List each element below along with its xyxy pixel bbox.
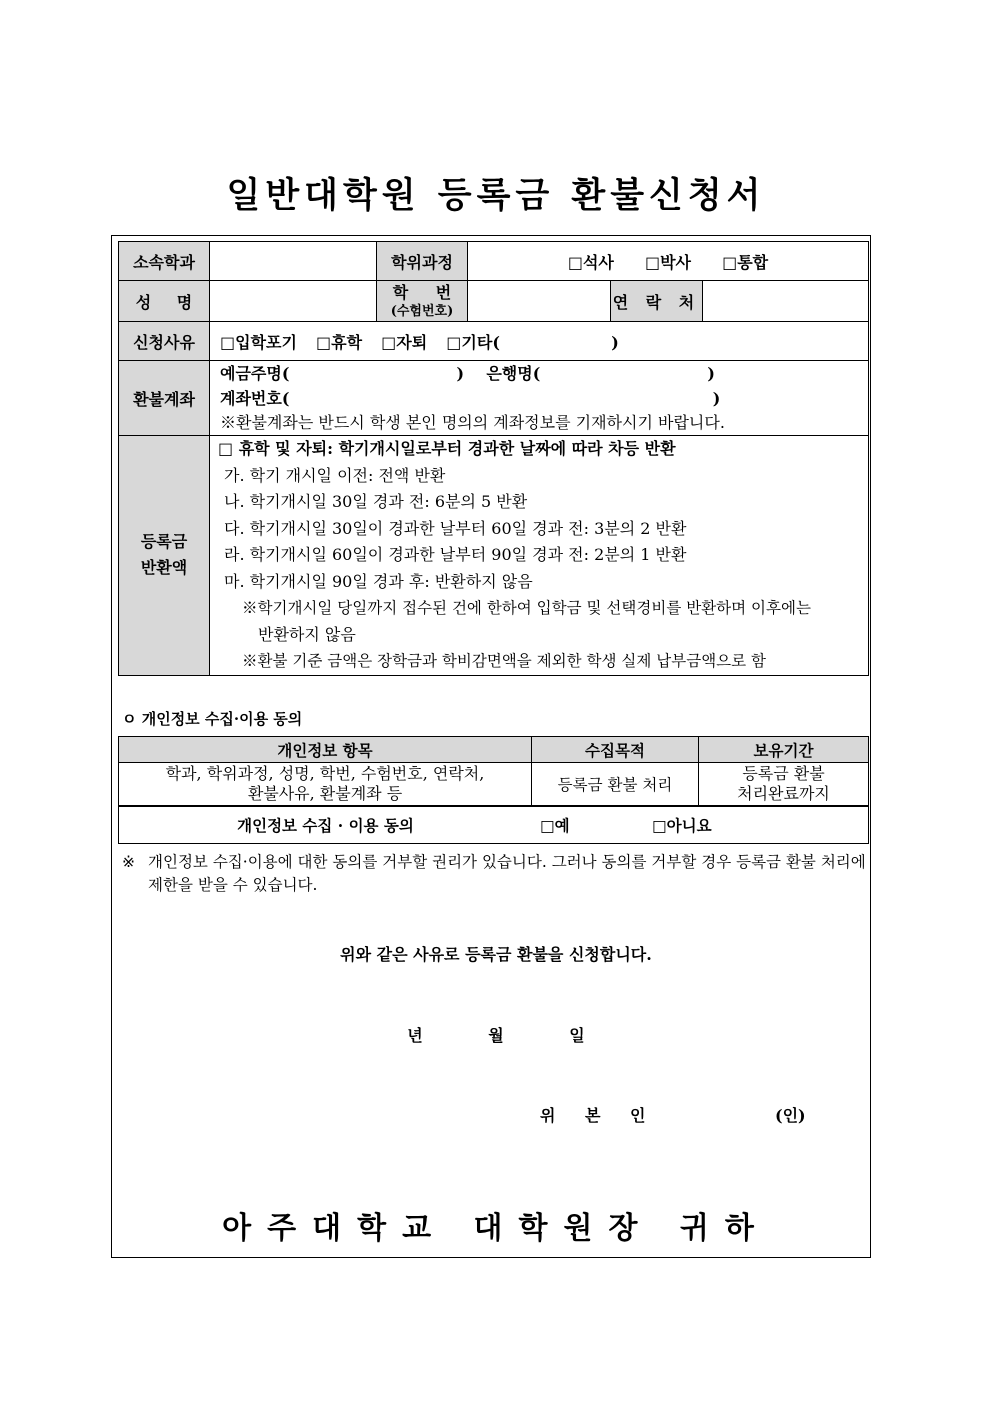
privacy-consent-no[interactable]: □아니요 xyxy=(652,815,712,835)
refund-rule-item: 라. 학기개시일 60일이 경과한 날부터 90일 경과 전: 2분의 1 반환 xyxy=(224,545,687,564)
refund-rules xyxy=(210,436,869,676)
privacy-note-text: 개인정보 수집·이용에 대한 동의를 거부할 권리가 있습니다. 그러나 동의를 거부할 경우 등록금 환불 처리에 제한을 받을 수 있습니다. xyxy=(148,853,866,894)
exam-number-text: (수험번호) xyxy=(390,303,454,319)
privacy-header-purpose: 수집목적 xyxy=(532,737,699,763)
account-holder-bank-line[interactable]: 예금주명( ) 은행명( ) xyxy=(220,364,715,383)
degree-option-integrated[interactable]: □통합 xyxy=(722,252,769,272)
addressee: 아주대학교 대학원장 귀하 xyxy=(222,1211,770,1246)
privacy-items-line1: 학과, 학위과정, 성명, 학번, 수험번호, 연락처, xyxy=(165,763,485,783)
reason-options xyxy=(210,322,869,361)
signer-label: 위 본 인 xyxy=(540,1106,658,1125)
degree-option-phd[interactable]: □박사 xyxy=(644,252,692,272)
contact-field[interactable] xyxy=(703,281,869,322)
student-id-text: 학 번 xyxy=(392,282,452,302)
privacy-consent-label: 개인정보 수집 · 이용 동의 xyxy=(237,815,414,835)
refund-rule-heading[interactable]: □ 휴학 및 자퇴: 학기개시일로부터 경과한 날짜에 따라 차등 반환 xyxy=(218,439,676,458)
privacy-retention-line2: 처리완료까지 xyxy=(737,783,830,803)
name-field[interactable] xyxy=(210,281,377,322)
student-id-label xyxy=(377,281,468,322)
privacy-consent-yes[interactable]: □예 xyxy=(540,815,570,835)
seal-mark[interactable]: (인) xyxy=(775,1106,806,1125)
refund-rule-item: 마. 학기개시일 90일 경과 후: 반환하지 않음 xyxy=(224,571,533,591)
application-table xyxy=(118,241,869,676)
privacy-note-mark: ※ xyxy=(122,853,135,871)
refund-amount-label xyxy=(119,436,210,676)
privacy-header-items: 개인정보 항목 xyxy=(119,737,532,763)
refund-amount-label-line1: 등록금 xyxy=(140,532,188,552)
privacy-purpose: 등록금 환불 처리 xyxy=(532,763,699,806)
degree-options xyxy=(468,242,869,281)
privacy-note xyxy=(122,851,870,897)
refund-note-1: ※학기개시일 당일까지 접수된 건에 한하여 입학금 및 선택경비를 반환하며 이후에는 xyxy=(242,599,811,617)
account-number-line[interactable]: 계좌번호( ) xyxy=(220,389,721,408)
reason-option-leave[interactable]: □휴학 xyxy=(316,332,363,352)
dept-label: 소속학과 xyxy=(119,242,210,281)
refund-rule-item: 나. 학기개시일 30일 경과 전: 6분의 5 반환 xyxy=(224,492,528,511)
student-id-field[interactable] xyxy=(468,281,611,322)
refund-rule-item: 가. 학기 개시일 이전: 전액 반환 xyxy=(224,465,446,485)
dept-field[interactable] xyxy=(210,242,377,281)
degree-option-master[interactable]: □석사 xyxy=(567,252,614,272)
privacy-table xyxy=(118,736,869,844)
refund-account-label: 환불계좌 xyxy=(119,361,210,436)
contact-label: 연 락 처 xyxy=(611,281,703,322)
refund-rule-item: 다. 학기개시일 30일이 경과한 날부터 60일 경과 전: 3분의 2 반환 xyxy=(224,518,687,538)
refund-note-1-cont: 반환하지 않음 xyxy=(258,624,356,644)
privacy-items xyxy=(119,763,532,806)
page-title: 일반대학원 등록금 환불신청서 xyxy=(226,175,766,216)
refund-amount-label-line2: 반환액 xyxy=(140,558,188,578)
refund-note-2: ※환불 기준 금액은 장학금과 학비감면액을 제외한 학생 실제 납부금액으로 함 xyxy=(242,652,767,670)
privacy-items-line2: 환불사유, 환불계좌 등 xyxy=(247,783,403,803)
degree-label: 학위과정 xyxy=(377,242,468,281)
application-statement: 위와 같은 사유로 등록금 환불을 신청합니다. xyxy=(340,945,652,964)
name-label: 성 명 xyxy=(119,281,210,322)
privacy-section-title: ㅇ 개인정보 수집·이용 동의 xyxy=(122,710,303,728)
refund-account-fields xyxy=(210,361,869,436)
privacy-retention-line1: 등록금 환불 xyxy=(742,763,825,783)
reason-option-other[interactable]: □기타( ) xyxy=(446,332,619,352)
privacy-retention xyxy=(699,763,869,806)
reason-option-withdraw-admission[interactable]: □입학포기 xyxy=(220,332,297,352)
date-line[interactable]: 년 월 일 xyxy=(407,1026,585,1045)
account-note: ※환불계좌는 반드시 학생 본인 명의의 계좌정보를 기재하시기 바랍니다. xyxy=(220,413,725,432)
reason-label: 신청사유 xyxy=(119,322,210,361)
privacy-consent-row xyxy=(119,806,869,844)
privacy-header-retention: 보유기간 xyxy=(699,737,869,763)
reason-option-dropout[interactable]: □자퇴 xyxy=(381,332,428,352)
